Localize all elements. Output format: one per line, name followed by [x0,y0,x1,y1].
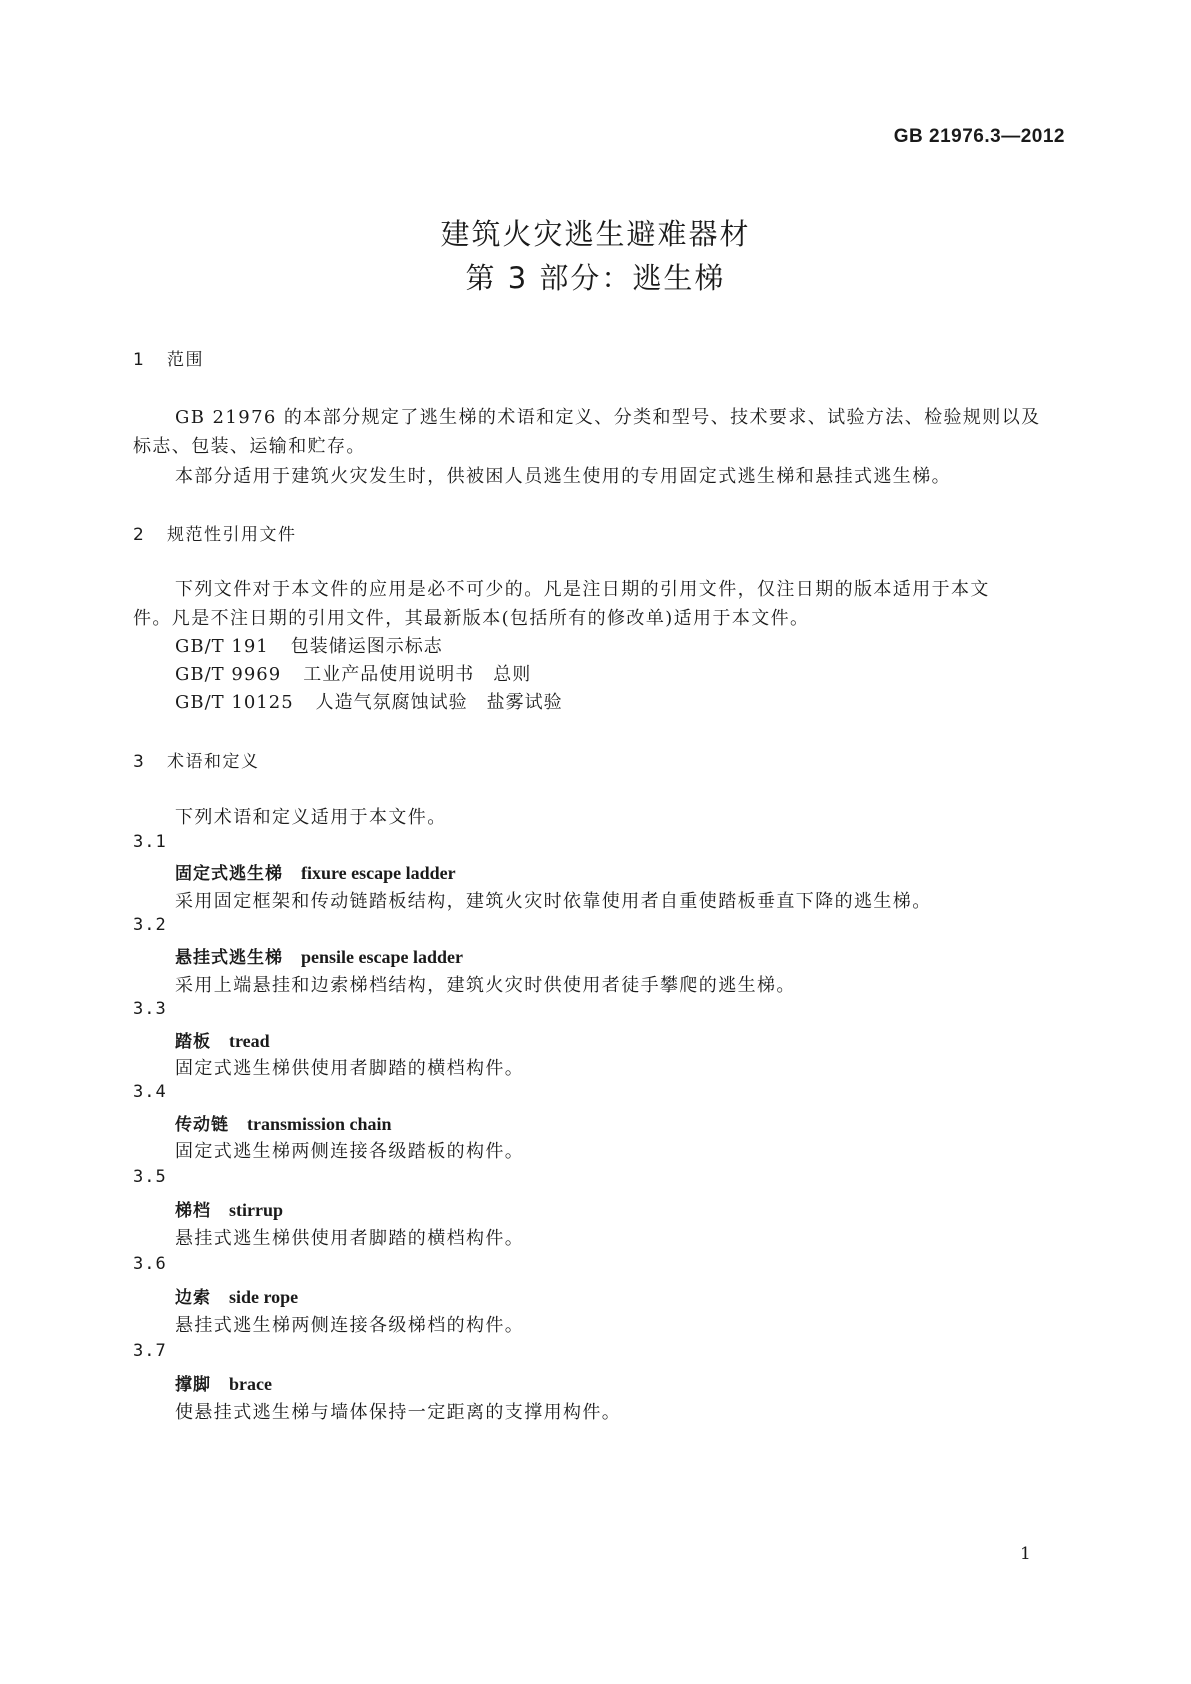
term-english: pensile escape ladder [301,947,463,967]
term-definition: 使悬挂式逃生梯与墙体保持一定距离的支撑用构件。 [175,1402,622,1423]
term-number: 3.5 [133,1167,167,1187]
terms-intro: 下列术语和定义适用于本文件。 [175,807,447,828]
term-chinese: 固定式逃生梯 [175,864,283,884]
term-definition: 采用固定框架和传动链踏板结构，建筑火灾时依靠使用者自重使踏板垂直下降的逃生梯。 [175,891,932,912]
section-number: 2 [133,525,146,545]
term-entry [175,1370,272,1395]
term-entry [175,1110,392,1135]
section-heading-terms-definitions [133,747,260,772]
references-intro-line: 件。凡是不注日期的引用文件，其最新版本(包括所有的修改单)适用于本文件。 [133,608,810,629]
section-title: 范围 [167,350,204,370]
term-chinese: 踏板 [175,1032,211,1052]
reference-title: 包装储运图示标志 [290,636,443,657]
reference-title: 工业产品使用说明书 总则 [303,664,532,685]
references-intro-line: 下列文件对于本文件的应用是必不可少的。凡是注日期的引用文件，仅注日期的版本适用于本文 [175,579,990,600]
term-english: brace [229,1374,272,1394]
term-entry [175,1027,270,1052]
scope-paragraph-line: 标志、包装、运输和贮存。 [133,436,366,457]
section-title: 规范性引用文件 [167,525,297,545]
term-english: stirrup [229,1200,283,1220]
term-chinese: 梯档 [175,1201,211,1221]
term-entry [175,859,456,884]
term-definition: 采用上端悬挂和边索梯档结构，建筑火灾时供使用者徒手攀爬的逃生梯。 [175,975,796,996]
term-chinese: 悬挂式逃生梯 [175,948,283,968]
term-definition: 固定式逃生梯供使用者脚踏的横档构件。 [175,1058,525,1079]
term-english: fixure escape ladder [301,863,456,883]
section-title: 术语和定义 [167,752,260,772]
term-entry [175,1283,298,1308]
term-entry [175,943,463,968]
term-entry [175,1196,283,1221]
reference-item [175,632,443,658]
section-heading-normative-references [133,520,297,545]
term-definition: 悬挂式逃生梯两侧连接各级梯档的构件。 [175,1315,525,1336]
scope-paragraph-line: GB 21976 的本部分规定了逃生梯的术语和定义、分类和型号、技术要求、试验方法、检验规则以及 [175,407,1041,428]
term-number: 3.6 [133,1254,167,1274]
term-english: tread [229,1031,270,1051]
term-chinese: 传动链 [175,1115,229,1135]
document-subtitle: 第 3 部分：逃生梯 [465,261,726,295]
term-definition: 悬挂式逃生梯供使用者脚踏的横档构件。 [175,1228,525,1249]
term-chinese: 边索 [175,1288,211,1308]
term-english: side rope [229,1287,299,1307]
term-number: 3.1 [133,832,167,852]
term-number: 3.7 [133,1341,167,1361]
term-number: 3.3 [133,999,167,1019]
term-chinese: 撑脚 [175,1375,211,1395]
reference-title: 人造气氛腐蚀试验 盐雾试验 [315,692,563,713]
reference-item [175,688,563,714]
page-number: 1 [1020,1544,1031,1564]
term-number: 3.2 [133,915,167,935]
standard-number: GB 21976.3—2012 [893,126,1065,147]
term-definition: 固定式逃生梯两侧连接各级踏板的构件。 [175,1141,525,1162]
term-english: transmission chain [247,1114,392,1134]
document-title: 建筑火灾逃生避难器材 [440,217,751,251]
reference-code: GB/T 9969 [175,664,282,685]
section-heading-scope [133,345,204,370]
section-number: 3 [133,752,146,772]
scope-applicability-paragraph: 本部分适用于建筑火灾发生时，供被困人员逃生使用的专用固定式逃生梯和悬挂式逃生梯。 [175,466,951,487]
section-number: 1 [133,350,146,370]
reference-item [175,660,531,686]
reference-code: GB/T 191 [175,636,269,657]
term-number: 3.4 [133,1082,167,1102]
reference-code: GB/T 10125 [175,692,294,713]
